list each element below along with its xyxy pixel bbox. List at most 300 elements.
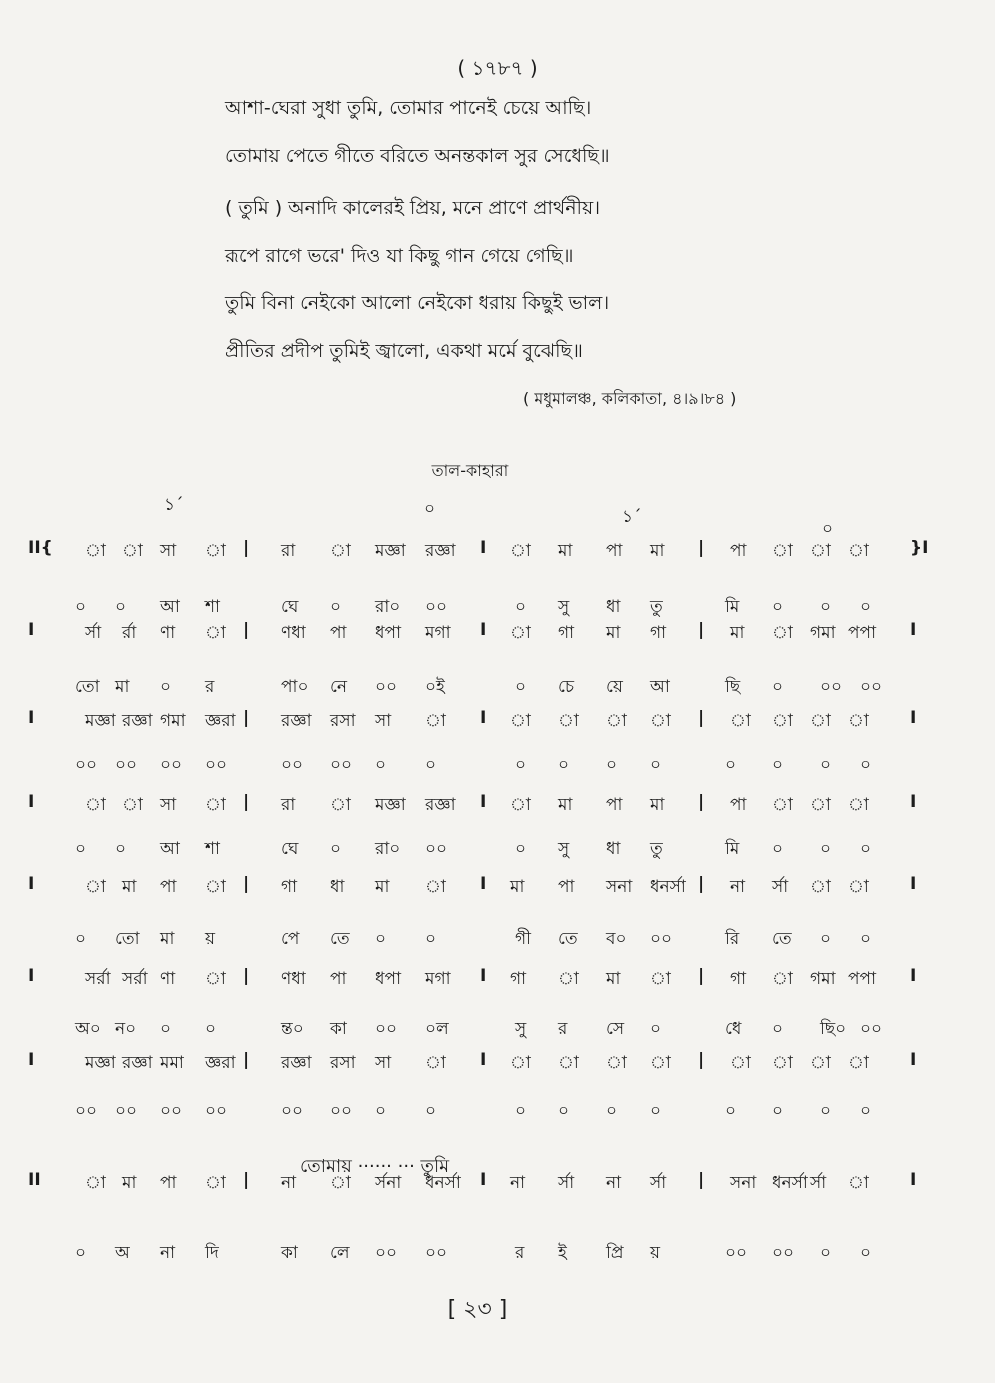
bar-line: I xyxy=(28,966,35,986)
swara-note: ণধা xyxy=(281,969,306,989)
lyric-row xyxy=(0,1240,995,1270)
swara-note: া xyxy=(205,541,226,561)
swara-note: পা xyxy=(330,969,347,989)
lyric-syllable: মি xyxy=(725,839,740,859)
lyric-syllable: কা xyxy=(330,1019,347,1039)
lyric-syllable: ০০ xyxy=(160,1101,183,1121)
lyric-syllable: ই xyxy=(558,1243,567,1263)
lyric-row xyxy=(0,752,995,782)
bar-line: I xyxy=(480,792,487,812)
lyric-syllable: ০ xyxy=(725,755,737,775)
swara-note: পপা xyxy=(848,969,877,989)
lyric-syllable: শা xyxy=(205,839,220,859)
swara-note: না xyxy=(606,1173,622,1193)
swara-note: া xyxy=(558,1053,579,1073)
lyric-syllable: অ xyxy=(115,1243,130,1263)
swara-note: া xyxy=(772,1053,793,1073)
swara-note: পা xyxy=(558,877,575,897)
swara-note: সা xyxy=(375,1053,392,1073)
swara-note: পা xyxy=(330,623,347,643)
swara-note: সা xyxy=(160,795,177,815)
lyric-syllable: ০০ xyxy=(375,677,398,697)
swara-row xyxy=(0,1170,995,1200)
lyric-syllable: ন্ত০ xyxy=(281,1019,304,1039)
bar-line: I xyxy=(480,708,487,728)
lyric-syllable: ০ xyxy=(860,929,872,949)
swara-note: গা xyxy=(510,969,527,989)
lyric-syllable: ০ xyxy=(205,1019,217,1039)
swara-note: মা xyxy=(558,541,573,561)
lyric-syllable: ০০ xyxy=(375,1019,398,1039)
swara-note: া xyxy=(205,969,226,989)
swara-note: ধপা xyxy=(375,969,401,989)
swara-note: রজ্ঞা xyxy=(425,795,456,815)
swara-note: া xyxy=(810,1053,831,1073)
lyric-row xyxy=(0,926,995,956)
swara-note: া xyxy=(205,623,226,643)
lyric-syllable: সু xyxy=(515,1019,527,1039)
swara-note: র্সা xyxy=(650,1173,667,1193)
lyric-syllable: তু xyxy=(650,597,663,617)
lyric-syllable: ছি০ xyxy=(820,1019,847,1039)
lyric-syllable: ০ xyxy=(820,929,832,949)
bar-line: I xyxy=(480,874,487,894)
lyric-syllable: ০ xyxy=(515,677,527,697)
swara-note: া xyxy=(650,969,671,989)
lyric-syllable: তু xyxy=(650,839,663,859)
swara-note: মা xyxy=(650,541,665,561)
bar-line: I xyxy=(910,708,917,728)
lyric-syllable: র xyxy=(558,1019,568,1039)
swara-row xyxy=(0,620,995,650)
lyric-syllable: ০০ xyxy=(425,1243,448,1263)
lyric-syllable: ০ xyxy=(515,755,527,775)
swara-note: া xyxy=(425,877,446,897)
lyric-syllable: ০০ xyxy=(205,755,228,775)
swara-note: জ্ঞরা xyxy=(205,1053,236,1073)
bar-line: I xyxy=(28,620,35,640)
source-note: ( মধুমালঞ্চ, কলিকাতা, ৪।৯।৮৪ ) xyxy=(523,389,737,408)
lyric-syllable: য় xyxy=(205,929,216,949)
bar-line: | xyxy=(243,708,250,728)
lyric-syllable: ০০ xyxy=(281,755,304,775)
bar-line: | xyxy=(698,538,705,558)
lyric-syllable: ০০ xyxy=(75,1101,98,1121)
swara-note: মা xyxy=(510,877,525,897)
lyric-syllable: ধা xyxy=(606,597,621,617)
bar-line: I xyxy=(480,538,487,558)
swara-note: া xyxy=(85,1173,106,1193)
bar-line: | xyxy=(243,966,250,986)
swara-note: া xyxy=(330,795,351,815)
swara-note: র্সা xyxy=(810,1173,827,1193)
swara-note: পপা xyxy=(848,623,877,643)
swara-note: া xyxy=(85,541,106,561)
bar-line: I xyxy=(480,620,487,640)
swara-note: রজ্ঞা xyxy=(425,541,456,561)
lyric-syllable: ০০ xyxy=(281,1101,304,1121)
swara-note: মা xyxy=(650,795,665,815)
lyric-syllable: তো xyxy=(75,677,100,697)
lyric-syllable: ০ xyxy=(558,755,570,775)
swara-note: া xyxy=(85,795,106,815)
lyric-syllable: ০ xyxy=(772,755,784,775)
swara-note: সনা xyxy=(606,877,633,897)
lyric-syllable: আ xyxy=(160,839,180,859)
bar-line: I xyxy=(910,966,917,986)
swara-note: া xyxy=(772,795,793,815)
bar-line: | xyxy=(243,792,250,812)
lyric-syllable: তো xyxy=(115,929,140,949)
swara-note: া xyxy=(848,795,869,815)
swara-note: মমা xyxy=(160,1053,184,1073)
lyric-syllable: সু xyxy=(558,597,570,617)
swara-note: পা xyxy=(606,795,623,815)
swara-note: া xyxy=(205,1173,226,1193)
bar-line: | xyxy=(243,1050,250,1070)
lyric-syllable: ০ xyxy=(330,597,342,617)
swara-note: সর্রা xyxy=(122,969,148,989)
swara-note: া xyxy=(425,1053,446,1073)
lyric-syllable: প্রি xyxy=(606,1243,624,1263)
lyric-syllable: ০ xyxy=(515,1101,527,1121)
swara-note: গা xyxy=(730,969,747,989)
lyric-syllable: ০০ xyxy=(160,755,183,775)
lyric-syllable: ০ xyxy=(425,755,437,775)
reference-line: তোমায় ······ ··· তুমি xyxy=(300,1156,450,1177)
swara-note: না xyxy=(730,877,746,897)
swara-note: পা xyxy=(606,541,623,561)
bar-line: I xyxy=(910,1050,917,1070)
lyric-syllable: ০ xyxy=(160,1019,172,1039)
swara-note: রা xyxy=(281,795,296,815)
lyric-syllable: ঘে xyxy=(281,597,299,617)
lyric-syllable: ছি xyxy=(725,677,741,697)
swara-row xyxy=(0,792,995,822)
bar-line: I xyxy=(910,874,917,894)
swara-row xyxy=(0,708,995,738)
lyric-syllable: ০০ xyxy=(425,597,448,617)
lyric-syllable: ০ xyxy=(725,1101,737,1121)
swara-note: া xyxy=(772,541,793,561)
lyric-syllable: আ xyxy=(160,597,180,617)
lyric-syllable: ০ xyxy=(820,1243,832,1263)
bar-line: | xyxy=(698,792,705,812)
swara-note: সা xyxy=(160,541,177,561)
bar-line: | xyxy=(698,966,705,986)
lyric-syllable: ০ xyxy=(772,597,784,617)
swara-note: া xyxy=(810,711,831,731)
swara-note: রজ্ঞা xyxy=(122,711,153,731)
swara-note: া xyxy=(650,1053,671,1073)
lyric-syllable: ০ xyxy=(75,597,87,617)
swara-note: মা xyxy=(730,623,745,643)
lyric-syllable: ০ xyxy=(115,597,127,617)
swara-row xyxy=(0,966,995,996)
lyric-syllable: কা xyxy=(281,1243,298,1263)
swara-row xyxy=(0,874,995,904)
swara-note: া xyxy=(810,877,831,897)
swara-note: গা xyxy=(650,623,667,643)
lyric-syllable: ০ xyxy=(425,1101,437,1121)
lyric-syllable: তে xyxy=(558,929,578,949)
lyric-syllable: ব০ xyxy=(606,929,627,949)
swara-note: না xyxy=(281,1173,297,1193)
lyric-syllable: ০০ xyxy=(820,677,843,697)
lyric-syllable: ০ xyxy=(772,839,784,859)
swara-note: গা xyxy=(558,623,575,643)
lyric-syllable: শা xyxy=(205,597,220,617)
swara-note: মা xyxy=(375,877,390,897)
lyric-syllable: আ xyxy=(650,677,670,697)
lyric-syllable: য় xyxy=(650,1243,661,1263)
lyric-syllable: ০০ xyxy=(772,1243,795,1263)
swara-note: রসা xyxy=(330,711,356,731)
lyric-syllable: তে xyxy=(330,929,350,949)
verse-line: তোমায় পেতে গীতে বরিতে অনন্তকাল সুর সেধেছি॥ xyxy=(225,145,610,167)
lyric-syllable: ০ xyxy=(75,929,87,949)
lyric-syllable: ০ xyxy=(820,755,832,775)
swara-note: া xyxy=(772,623,793,643)
swara-note: মজ্ঞা xyxy=(85,1053,116,1073)
lyric-syllable: ০ xyxy=(860,1243,872,1263)
lyric-syllable: না xyxy=(160,1243,176,1263)
swara-note: পা xyxy=(730,541,747,561)
swara-note: া xyxy=(330,1173,351,1193)
lyric-syllable: ০০ xyxy=(375,1243,398,1263)
bar-line: I xyxy=(480,1170,487,1190)
swara-note: মা xyxy=(122,1173,137,1193)
lyric-syllable: ০ xyxy=(375,755,387,775)
swara-note: া xyxy=(848,877,869,897)
verse-line: রূপে রাগে ভরে' দিও যা কিছু গান গেয়ে গেছি॥ xyxy=(225,245,574,267)
swara-note: মগা xyxy=(425,969,451,989)
swara-note: া xyxy=(730,1053,751,1073)
lyric-syllable: নে xyxy=(330,677,348,697)
swara-row xyxy=(0,538,995,568)
swara-note: ণা xyxy=(160,969,176,989)
swara-note: মজ্ঞা xyxy=(375,541,406,561)
lyric-syllable: ০ xyxy=(375,929,387,949)
bar-line: I xyxy=(910,1170,917,1190)
swara-note: পা xyxy=(160,877,177,897)
tala-mark: ১´ xyxy=(622,507,642,527)
bar-line: | xyxy=(243,538,250,558)
swara-note: া xyxy=(510,711,531,731)
swara-note: ধনর্সা xyxy=(425,1173,461,1193)
lyric-syllable: গী xyxy=(515,929,532,949)
swara-note: া xyxy=(810,795,831,815)
lyric-row xyxy=(0,1098,995,1128)
lyric-syllable: রা০ xyxy=(375,597,401,617)
tala-mark: ০ xyxy=(822,519,834,539)
swara-note: া xyxy=(85,877,106,897)
swara-note: া xyxy=(848,1053,869,1073)
lyric-syllable: ০০ xyxy=(115,1101,138,1121)
bar-line: | xyxy=(243,874,250,894)
lyric-syllable: ০ই xyxy=(425,677,445,697)
swara-note: া xyxy=(558,969,579,989)
swara-note: গমা xyxy=(810,623,836,643)
lyric-syllable: মা xyxy=(160,929,175,949)
swara-note: রসা xyxy=(330,1053,356,1073)
lyric-syllable: ০ xyxy=(650,755,662,775)
bar-line: I xyxy=(910,620,917,640)
lyric-syllable: রা০ xyxy=(375,839,401,859)
swara-note: ণা xyxy=(160,623,176,643)
swara-note: া xyxy=(772,969,793,989)
swara-note: া xyxy=(606,711,627,731)
swara-note: র্সনা xyxy=(375,1173,402,1193)
lyric-syllable: ০ xyxy=(772,1101,784,1121)
lyric-syllable: ০ xyxy=(860,755,872,775)
bar-line: | xyxy=(698,1170,705,1190)
swara-note: া xyxy=(205,795,226,815)
tala-mark: ০ xyxy=(424,499,436,519)
bar-line: | xyxy=(698,1050,705,1070)
lyric-syllable: ০০ xyxy=(115,755,138,775)
swara-note: গমা xyxy=(160,711,186,731)
bar-line: I xyxy=(480,966,487,986)
lyric-syllable: ০ xyxy=(115,839,127,859)
lyric-syllable: ০ xyxy=(606,755,618,775)
lyric-syllable: ০০ xyxy=(725,1243,748,1263)
swara-note: া xyxy=(510,541,531,561)
bar-line: }I xyxy=(910,538,929,558)
swara-note: র্সা xyxy=(558,1173,575,1193)
swara-note: গা xyxy=(281,877,298,897)
swara-note: না xyxy=(510,1173,526,1193)
verse-line: তুমি বিনা নেইকো আলো নেইকো ধরায় কিছুই ভাল। xyxy=(225,292,610,314)
swara-note: মগা xyxy=(425,623,451,643)
swara-note: সনা xyxy=(730,1173,757,1193)
page-footer: [ ২৩ ] xyxy=(447,1297,508,1322)
lyric-syllable: ০ xyxy=(558,1101,570,1121)
swara-note: মা xyxy=(606,623,621,643)
lyric-syllable: ০ xyxy=(772,1019,784,1039)
swara-note: জ্ঞরা xyxy=(205,711,236,731)
swara-note: া xyxy=(122,795,143,815)
bar-line: I xyxy=(28,708,35,728)
lyric-syllable: দি xyxy=(205,1243,219,1263)
swara-note: র্সা xyxy=(85,623,102,643)
lyric-syllable: ০ xyxy=(650,1101,662,1121)
swara-note: া xyxy=(425,711,446,731)
lyric-syllable: ০ xyxy=(375,1101,387,1121)
swara-note: মজ্ঞা xyxy=(85,711,116,731)
swara-note: মা xyxy=(558,795,573,815)
lyric-syllable: পে xyxy=(281,929,300,949)
lyric-syllable: রি xyxy=(725,929,740,949)
lyric-syllable: মা xyxy=(115,677,130,697)
lyric-syllable: ০ xyxy=(860,597,872,617)
lyric-syllable: ০০ xyxy=(860,1019,883,1039)
verse-line: প্রীতির প্রদীপ তুমিই জ্বালো, একথা মর্মে বুঝেছি॥ xyxy=(225,340,583,362)
lyric-syllable: ০ xyxy=(425,929,437,949)
bar-line: I xyxy=(910,792,917,812)
lyric-syllable: ০ xyxy=(515,597,527,617)
lyric-syllable: ০০ xyxy=(75,755,98,775)
lyric-syllable: তে xyxy=(772,929,792,949)
lyric-syllable: ধা xyxy=(606,839,621,859)
lyric-syllable: ০০ xyxy=(425,839,448,859)
lyric-syllable: ০ xyxy=(820,1101,832,1121)
swara-row xyxy=(0,1050,995,1080)
tala-title: তাল-কাহারা xyxy=(431,461,509,480)
swara-note: মা xyxy=(606,969,621,989)
lyric-syllable: চে xyxy=(558,677,575,697)
lyric-syllable: মি xyxy=(725,597,740,617)
swara-note: া xyxy=(772,711,793,731)
lyric-syllable: য়ে xyxy=(606,677,623,697)
lyric-syllable: ০ xyxy=(160,677,172,697)
lyric-syllable: ধে xyxy=(725,1019,742,1039)
lyric-syllable: ০০ xyxy=(205,1101,228,1121)
lyric-syllable: ০ xyxy=(820,597,832,617)
swara-note: া xyxy=(810,541,831,561)
bar-line: | xyxy=(698,620,705,640)
page-number: ( ১৭৮৭ ) xyxy=(457,56,538,80)
swara-note: সর্রা xyxy=(85,969,111,989)
bar-line: II{ xyxy=(28,538,53,558)
verse-line: আশা-ঘেরা সুধা তুমি, তোমার পানেই চেয়ে আছি। xyxy=(225,97,592,119)
swara-note: র্রা xyxy=(122,623,137,643)
verse-line: ( তুমি ) অনাদি কালেরই প্রিয়, মনে প্রাণে প্রার্থনীয়। xyxy=(225,197,600,219)
lyric-syllable: ০০ xyxy=(860,677,883,697)
swara-note: ণধা xyxy=(281,623,306,643)
bar-line: I xyxy=(28,792,35,812)
bar-line: | xyxy=(243,620,250,640)
swara-note: রা xyxy=(281,541,296,561)
lyric-syllable: সে xyxy=(606,1019,625,1039)
swara-note: গমা xyxy=(810,969,836,989)
lyric-syllable: ০০ xyxy=(650,929,673,949)
bar-line: II xyxy=(28,1170,41,1190)
lyric-syllable: ০ xyxy=(515,839,527,859)
lyric-syllable: লে xyxy=(330,1243,350,1263)
swara-note: া xyxy=(330,541,351,561)
swara-note: ধা xyxy=(330,877,345,897)
swara-note: া xyxy=(558,711,579,731)
swara-note: া xyxy=(606,1053,627,1073)
tala-mark: ১´ xyxy=(164,495,184,515)
swara-note: সা xyxy=(375,711,392,731)
lyric-row xyxy=(0,674,995,704)
lyric-syllable: ০ xyxy=(860,1101,872,1121)
lyric-syllable: ০০ xyxy=(330,1101,353,1121)
bar-line: I xyxy=(28,874,35,894)
lyric-syllable: র xyxy=(205,677,215,697)
swara-note: া xyxy=(205,877,226,897)
lyric-row xyxy=(0,1016,995,1046)
lyric-syllable: ০ xyxy=(75,1243,87,1263)
bar-line: I xyxy=(28,1050,35,1070)
swara-note: া xyxy=(510,1053,531,1073)
lyric-syllable: পা০ xyxy=(281,677,309,697)
bar-line: I xyxy=(480,1050,487,1070)
bar-line: | xyxy=(698,874,705,894)
swara-note: রজ্ঞা xyxy=(281,711,312,731)
swara-note: ধনর্সা xyxy=(772,1173,808,1193)
swara-note: া xyxy=(848,541,869,561)
lyric-syllable: অ০ xyxy=(75,1019,101,1039)
swara-note: া xyxy=(848,711,869,731)
lyric-syllable: ন০ xyxy=(115,1019,137,1039)
swara-note: া xyxy=(848,1173,869,1193)
lyric-syllable: সু xyxy=(558,839,570,859)
swara-note: রজ্ঞা xyxy=(281,1053,312,1073)
lyric-syllable: ০ xyxy=(330,839,342,859)
